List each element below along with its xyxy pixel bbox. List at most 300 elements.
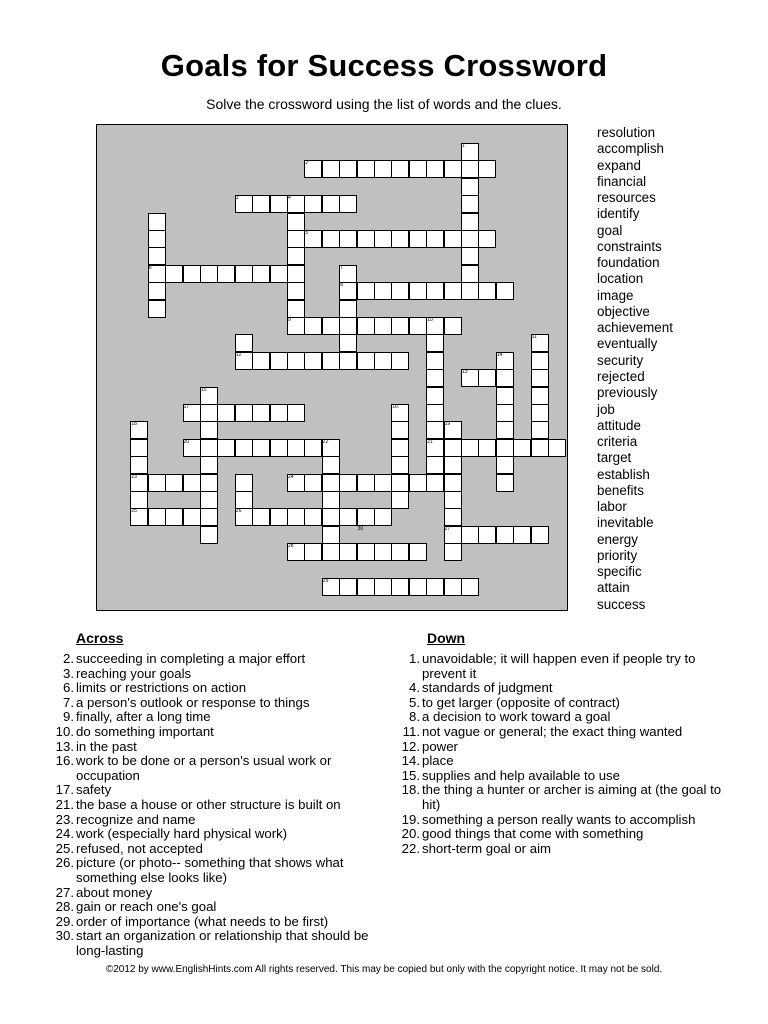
crossword-cell[interactable] xyxy=(322,317,340,335)
crossword-cell[interactable] xyxy=(200,439,218,457)
crossword-cell[interactable] xyxy=(478,526,496,544)
crossword-cell[interactable] xyxy=(339,230,357,248)
across-clue xyxy=(52,842,382,857)
cell-clue-number: 1 xyxy=(462,143,465,149)
crossword-cell[interactable] xyxy=(217,265,235,283)
crossword-cell[interactable] xyxy=(461,265,479,283)
clue-number: 18. xyxy=(401,782,420,798)
crossword-cell[interactable] xyxy=(200,404,218,422)
crossword-cell[interactable] xyxy=(391,282,409,300)
clue-number: 6. xyxy=(63,680,74,696)
crossword-cell[interactable] xyxy=(148,247,166,265)
clue-text: supplies and help available to use xyxy=(422,767,620,783)
cell-clue-number: 18 xyxy=(131,421,137,428)
crossword-cell[interactable] xyxy=(183,508,201,526)
crossword-cell[interactable] xyxy=(444,456,462,474)
crossword-cell[interactable] xyxy=(217,404,235,422)
crossword-cell[interactable] xyxy=(426,578,444,596)
cell-clue-number: 19 xyxy=(444,421,451,428)
cell-clue-number: 17 xyxy=(183,404,190,410)
clue-number: 9. xyxy=(63,709,74,725)
crossword-cell[interactable] xyxy=(339,300,357,318)
crossword-cell[interactable] xyxy=(339,578,357,596)
clue-text: picture (or photo-- something that shows what something else looks like) xyxy=(76,855,344,885)
crossword-cell[interactable] xyxy=(444,508,462,526)
crossword-cell[interactable] xyxy=(374,352,392,370)
crossword-cell[interactable] xyxy=(391,456,409,474)
clue-number: 27. xyxy=(55,884,74,900)
crossword-cell[interactable] xyxy=(496,282,514,300)
crossword-cell[interactable] xyxy=(391,491,409,509)
crossword-cell[interactable] xyxy=(304,508,322,526)
crossword-cell[interactable] xyxy=(287,439,305,457)
crossword-cell[interactable] xyxy=(304,543,322,561)
crossword-cell[interactable] xyxy=(339,474,357,492)
crossword-cell[interactable] xyxy=(252,404,270,422)
crossword-cell[interactable] xyxy=(357,230,375,248)
crossword-cell[interactable] xyxy=(444,317,462,335)
crossword-cell[interactable] xyxy=(200,526,218,544)
crossword-cell[interactable] xyxy=(426,230,444,248)
crossword-cell[interactable] xyxy=(165,508,183,526)
clue-number: 14. xyxy=(401,753,420,769)
word-bank-item: achievement xyxy=(597,320,673,336)
crossword-cell[interactable] xyxy=(200,474,218,492)
word-bank-item: accomplish xyxy=(597,141,664,157)
clue-text: refused, not accepted xyxy=(76,840,203,856)
crossword-cell[interactable] xyxy=(322,543,340,561)
clue-number: 8. xyxy=(409,709,420,725)
crossword-cell[interactable] xyxy=(130,439,148,457)
crossword-cell[interactable] xyxy=(461,160,479,178)
crossword-cell[interactable] xyxy=(461,213,479,231)
word-bank-item: job xyxy=(597,401,615,417)
crossword-cell[interactable] xyxy=(496,387,514,405)
across-clue xyxy=(52,900,382,915)
clue-number: 12. xyxy=(401,738,420,754)
word-bank-item: rejected xyxy=(597,368,645,384)
cell-clue-number: 30 xyxy=(357,525,364,532)
crossword-cell[interactable] xyxy=(322,160,340,178)
across-clue xyxy=(52,813,382,828)
crossword-cell[interactable] xyxy=(270,404,288,422)
clue-text: the thing a hunter or archer is aiming at (the goal to hit) xyxy=(422,782,722,812)
crossword-cell[interactable] xyxy=(339,195,357,213)
crossword-cell[interactable] xyxy=(426,456,444,474)
crossword-cell[interactable] xyxy=(200,421,218,439)
crossword-cell[interactable] xyxy=(357,282,375,300)
copyright-footer: ©2012 by www.EnglishHints.com All rights reserved. This may be copied but only with the copyright notice. It may not be sold. xyxy=(105,964,663,975)
down-clue xyxy=(398,710,728,725)
word-bank-item: success xyxy=(597,596,646,612)
crossword-cell[interactable] xyxy=(200,265,218,283)
clue-number: 20. xyxy=(401,826,420,842)
word-bank-item: labor xyxy=(597,499,627,515)
clue-number: 3. xyxy=(63,665,74,681)
clue-number: 25. xyxy=(55,840,74,856)
across-clue xyxy=(52,667,382,682)
crossword-cell[interactable] xyxy=(235,404,253,422)
crossword-cell[interactable] xyxy=(444,160,462,178)
crossword-cell[interactable] xyxy=(391,352,409,370)
crossword-cell[interactable] xyxy=(270,439,288,457)
clue-text: start an organization or relationship that should be long-lasting xyxy=(76,928,369,958)
crossword-cell[interactable] xyxy=(287,508,305,526)
clue-text: reaching your goals xyxy=(76,665,192,681)
crossword-cell[interactable] xyxy=(322,352,340,370)
clue-text: order of importance (what needs to be first) xyxy=(76,913,329,929)
crossword-cell[interactable] xyxy=(513,439,531,457)
cell-clue-number: 26 xyxy=(235,508,242,515)
crossword-cell[interactable] xyxy=(409,474,427,492)
across-clue xyxy=(52,827,382,842)
clue-text: short-term goal or aim xyxy=(422,840,551,856)
down-heading: Down xyxy=(427,630,466,646)
crossword-cell[interactable] xyxy=(304,439,322,457)
word-bank-item: identify xyxy=(597,206,640,222)
crossword-cell[interactable] xyxy=(322,230,340,248)
down-clue xyxy=(398,754,728,769)
crossword-cell[interactable] xyxy=(235,474,253,492)
crossword-cell[interactable] xyxy=(322,508,340,526)
word-bank-item: image xyxy=(597,287,634,303)
word-bank-item: benefits xyxy=(597,482,644,498)
crossword-cell[interactable] xyxy=(496,369,514,387)
crossword-cell[interactable] xyxy=(391,160,409,178)
crossword-cell[interactable] xyxy=(496,439,514,457)
crossword-cell[interactable] xyxy=(148,300,166,318)
clue-text: the base a house or other structure is built on xyxy=(76,796,341,812)
word-bank-item: constraints xyxy=(597,238,662,254)
crossword-cell[interactable] xyxy=(357,543,375,561)
crossword-cell[interactable] xyxy=(496,404,514,422)
crossword-cell[interactable] xyxy=(235,334,253,352)
word-bank-item: specific xyxy=(597,564,642,580)
crossword-cell[interactable] xyxy=(426,387,444,405)
crossword-cell[interactable] xyxy=(444,474,462,492)
crossword-cell[interactable] xyxy=(444,282,462,300)
crossword-cell[interactable] xyxy=(444,578,462,596)
clue-number: 29. xyxy=(55,913,74,929)
crossword-cell[interactable] xyxy=(252,195,270,213)
clue-text: a decision to work toward a goal xyxy=(422,709,611,725)
crossword-cell[interactable] xyxy=(461,230,479,248)
across-clue xyxy=(52,886,382,901)
crossword-cell[interactable] xyxy=(339,160,357,178)
crossword-cell[interactable] xyxy=(183,265,201,283)
crossword-cell[interactable] xyxy=(461,526,479,544)
word-bank-item: establish xyxy=(597,466,650,482)
clue-number: 19. xyxy=(401,811,420,827)
crossword-cell[interactable] xyxy=(531,439,549,457)
crossword-cell[interactable] xyxy=(426,160,444,178)
crossword-cell[interactable] xyxy=(148,474,166,492)
clue-text: work to be done or a person's usual work or occupation xyxy=(76,753,332,783)
clue-number: 11. xyxy=(402,723,420,739)
crossword-cell[interactable] xyxy=(478,282,496,300)
crossword-cell[interactable] xyxy=(130,456,148,474)
crossword-cell[interactable] xyxy=(409,230,427,248)
clue-text: finally, after a long time xyxy=(76,709,211,725)
crossword-cell[interactable] xyxy=(496,474,514,492)
down-clue xyxy=(398,740,728,755)
clue-number: 30. xyxy=(55,928,74,944)
crossword-cell[interactable] xyxy=(409,282,427,300)
crossword-cell[interactable] xyxy=(461,195,479,213)
clue-text: not vague or general; the exact thing wanted xyxy=(422,723,683,739)
crossword-cell[interactable] xyxy=(374,230,392,248)
cell-clue-number: 29 xyxy=(322,578,329,584)
clue-number: 22. xyxy=(401,840,420,856)
word-bank-item: previously xyxy=(597,385,658,401)
crossword-cell[interactable] xyxy=(252,352,270,370)
crossword-cell[interactable] xyxy=(235,439,253,457)
clue-text: work (especially hard physical work) xyxy=(76,826,288,842)
cell-clue-number: 4 xyxy=(288,195,291,202)
word-bank-item: energy xyxy=(597,531,638,547)
word-bank-item: goal xyxy=(597,222,623,238)
crossword-cell[interactable] xyxy=(426,282,444,300)
crossword-cell[interactable] xyxy=(391,543,409,561)
crossword-cell[interactable] xyxy=(426,421,444,439)
across-clue xyxy=(52,652,382,667)
crossword-cell[interactable] xyxy=(165,265,183,283)
cell-clue-number: 13 xyxy=(462,369,468,376)
cell-clue-number: 6 xyxy=(148,264,152,271)
word-bank-item: target xyxy=(597,450,632,466)
crossword-cell[interactable] xyxy=(287,213,305,231)
crossword-cell[interactable] xyxy=(461,578,479,596)
crossword-cell[interactable] xyxy=(391,317,409,335)
crossword-cell[interactable] xyxy=(200,508,218,526)
crossword-cell[interactable] xyxy=(357,578,375,596)
word-bank-item: attain xyxy=(597,580,630,596)
crossword-cell[interactable] xyxy=(531,421,549,439)
word-bank-item: financial xyxy=(597,173,647,189)
cell-clue-number: 21 xyxy=(427,438,433,445)
crossword-cell[interactable] xyxy=(374,578,392,596)
word-bank-item: attitude xyxy=(597,417,641,433)
word-bank-item: priority xyxy=(597,547,638,563)
crossword-cell[interactable] xyxy=(426,352,444,370)
crossword-cell[interactable] xyxy=(357,352,375,370)
crossword-cell[interactable] xyxy=(391,230,409,248)
crossword-cell[interactable] xyxy=(374,474,392,492)
crossword-cell[interactable] xyxy=(496,421,514,439)
word-bank-item: criteria xyxy=(597,434,638,450)
crossword-cell[interactable] xyxy=(287,230,305,248)
clue-text: power xyxy=(422,738,458,754)
cell-clue-number: 23 xyxy=(131,473,137,480)
crossword-cell[interactable] xyxy=(357,508,375,526)
crossword-cell[interactable] xyxy=(235,265,253,283)
cell-clue-number: 9 xyxy=(288,317,291,323)
crossword-cell[interactable] xyxy=(339,508,357,526)
crossword-cell[interactable] xyxy=(287,404,305,422)
down-clue xyxy=(398,827,728,842)
crossword-cell[interactable] xyxy=(531,404,549,422)
crossword-cell[interactable] xyxy=(322,456,340,474)
crossword-cell[interactable] xyxy=(252,439,270,457)
crossword-cell[interactable] xyxy=(357,160,375,178)
clue-number: 1. xyxy=(409,651,420,666)
clue-number: 23. xyxy=(55,811,74,827)
crossword-cell[interactable] xyxy=(461,247,479,265)
down-clue xyxy=(398,842,728,857)
across-clue xyxy=(52,929,382,958)
crossword-cell[interactable] xyxy=(409,160,427,178)
crossword-cell[interactable] xyxy=(270,352,288,370)
crossword-cell[interactable] xyxy=(444,543,462,561)
clue-number: 26. xyxy=(55,855,74,871)
crossword-cell[interactable] xyxy=(478,439,496,457)
crossword-grid xyxy=(96,124,568,611)
word-bank-item: resolution xyxy=(597,125,656,140)
crossword-cell[interactable] xyxy=(200,456,218,474)
crossword-cell[interactable] xyxy=(391,439,409,457)
crossword-cell[interactable] xyxy=(287,247,305,265)
crossword-cell[interactable] xyxy=(304,474,322,492)
crossword-cell[interactable] xyxy=(374,160,392,178)
crossword-cell[interactable] xyxy=(426,334,444,352)
cell-clue-number: 10 xyxy=(427,317,433,323)
crossword-cell[interactable] xyxy=(391,474,409,492)
crossword-cell[interactable] xyxy=(287,300,305,318)
crossword-cell[interactable] xyxy=(322,195,340,213)
crossword-cell[interactable] xyxy=(183,474,201,492)
crossword-cell[interactable] xyxy=(426,404,444,422)
crossword-cell[interactable] xyxy=(322,526,340,544)
crossword-cell[interactable] xyxy=(270,265,288,283)
crossword-cell[interactable] xyxy=(461,282,479,300)
across-clue xyxy=(52,696,382,711)
crossword-cell[interactable] xyxy=(426,474,444,492)
clue-number: 10. xyxy=(55,723,74,739)
clue-number: 4. xyxy=(409,680,420,696)
word-bank-item: objective xyxy=(597,303,650,319)
across-clue xyxy=(52,740,382,755)
across-clue xyxy=(52,710,382,725)
crossword-cell[interactable] xyxy=(287,265,305,283)
word-bank-item: inevitable xyxy=(597,515,654,531)
clue-number: 2. xyxy=(63,651,74,666)
crossword-cell[interactable] xyxy=(478,369,496,387)
page-title: Goals for Success Crossword xyxy=(160,48,608,83)
cell-clue-number: 3 xyxy=(235,195,239,202)
clue-text: do something important xyxy=(76,723,214,739)
crossword-cell[interactable] xyxy=(304,352,322,370)
crossword-cell[interactable] xyxy=(531,526,549,544)
clue-number: 13. xyxy=(55,738,74,754)
crossword-cell[interactable] xyxy=(478,160,496,178)
crossword-cell[interactable] xyxy=(235,491,253,509)
crossword-cell[interactable] xyxy=(409,578,427,596)
crossword-cell[interactable] xyxy=(165,474,183,492)
crossword-cell[interactable] xyxy=(287,282,305,300)
crossword-cell[interactable] xyxy=(531,352,549,370)
crossword-cell[interactable] xyxy=(148,213,166,231)
crossword-cell[interactable] xyxy=(374,543,392,561)
cell-clue-number: 2 xyxy=(305,160,309,167)
crossword-cell[interactable] xyxy=(478,230,496,248)
crossword-cell[interactable] xyxy=(252,508,270,526)
crossword-cell[interactable] xyxy=(322,474,340,492)
crossword-cell[interactable] xyxy=(391,421,409,439)
crossword-cell[interactable] xyxy=(531,387,549,405)
crossword-cell[interactable] xyxy=(444,439,462,457)
crossword-cell[interactable] xyxy=(496,456,514,474)
crossword-cell[interactable] xyxy=(148,230,166,248)
crossword-cell[interactable] xyxy=(531,369,549,387)
crossword-cell[interactable] xyxy=(409,317,427,335)
word-bank-item: location xyxy=(597,271,644,287)
crossword-cell[interactable] xyxy=(270,195,288,213)
across-clue xyxy=(52,725,382,740)
crossword-cell[interactable] xyxy=(200,491,218,509)
crossword-cell[interactable] xyxy=(322,491,340,509)
crossword-cell[interactable] xyxy=(339,352,357,370)
clue-number: 17. xyxy=(55,782,74,798)
clue-text: a person's outlook or response to things xyxy=(76,694,310,710)
crossword-cell[interactable] xyxy=(217,439,235,457)
cell-clue-number: 7 xyxy=(340,264,343,271)
clue-text: in the past xyxy=(76,738,137,754)
crossword-cell[interactable] xyxy=(130,491,148,509)
crossword-cell[interactable] xyxy=(252,265,270,283)
down-clue xyxy=(398,783,728,812)
crossword-cell[interactable] xyxy=(374,317,392,335)
crossword-cell[interactable] xyxy=(304,195,322,213)
crossword-cell[interactable] xyxy=(148,508,166,526)
crossword-cell[interactable] xyxy=(357,474,375,492)
crossword-cell[interactable] xyxy=(304,317,322,335)
across-clues xyxy=(52,652,382,958)
crossword-cell[interactable] xyxy=(513,526,531,544)
crossword-cell[interactable] xyxy=(374,282,392,300)
clue-text: limits or restrictions on action xyxy=(76,680,247,696)
down-clue xyxy=(398,681,728,696)
crossword-cell[interactable] xyxy=(444,230,462,248)
clue-text: succeeding in completing a major effort xyxy=(76,651,306,666)
crossword-cell[interactable] xyxy=(444,491,462,509)
cell-clue-number: 22 xyxy=(322,438,329,445)
crossword-cell[interactable] xyxy=(548,439,566,457)
instructions: Solve the crossword using the list of words and the clues. xyxy=(206,96,562,112)
crossword-cell[interactable] xyxy=(270,508,288,526)
crossword-cell[interactable] xyxy=(357,317,375,335)
crossword-cell[interactable] xyxy=(339,334,357,352)
crossword-cell[interactable] xyxy=(426,369,444,387)
crossword-cell[interactable] xyxy=(461,178,479,196)
across-clue xyxy=(52,681,382,696)
crossword-cell[interactable] xyxy=(391,578,409,596)
crossword-cell[interactable] xyxy=(339,317,357,335)
word-bank-item: eventually xyxy=(597,336,658,352)
crossword-cell[interactable] xyxy=(339,543,357,561)
word-bank-item: security xyxy=(597,352,644,368)
cell-clue-number: 15 xyxy=(201,386,207,393)
crossword-cell[interactable] xyxy=(409,543,427,561)
crossword-cell[interactable] xyxy=(148,282,166,300)
down-clue xyxy=(398,769,728,784)
clue-text: about money xyxy=(76,884,153,900)
clue-text: unavoidable; it will happen even if people try to prevent it xyxy=(422,651,696,681)
crossword-cell[interactable] xyxy=(461,439,479,457)
crossword-cell[interactable] xyxy=(496,526,514,544)
crossword-cell[interactable] xyxy=(374,508,392,526)
cell-clue-number: 8 xyxy=(340,282,343,289)
crossword-cell[interactable] xyxy=(287,352,305,370)
